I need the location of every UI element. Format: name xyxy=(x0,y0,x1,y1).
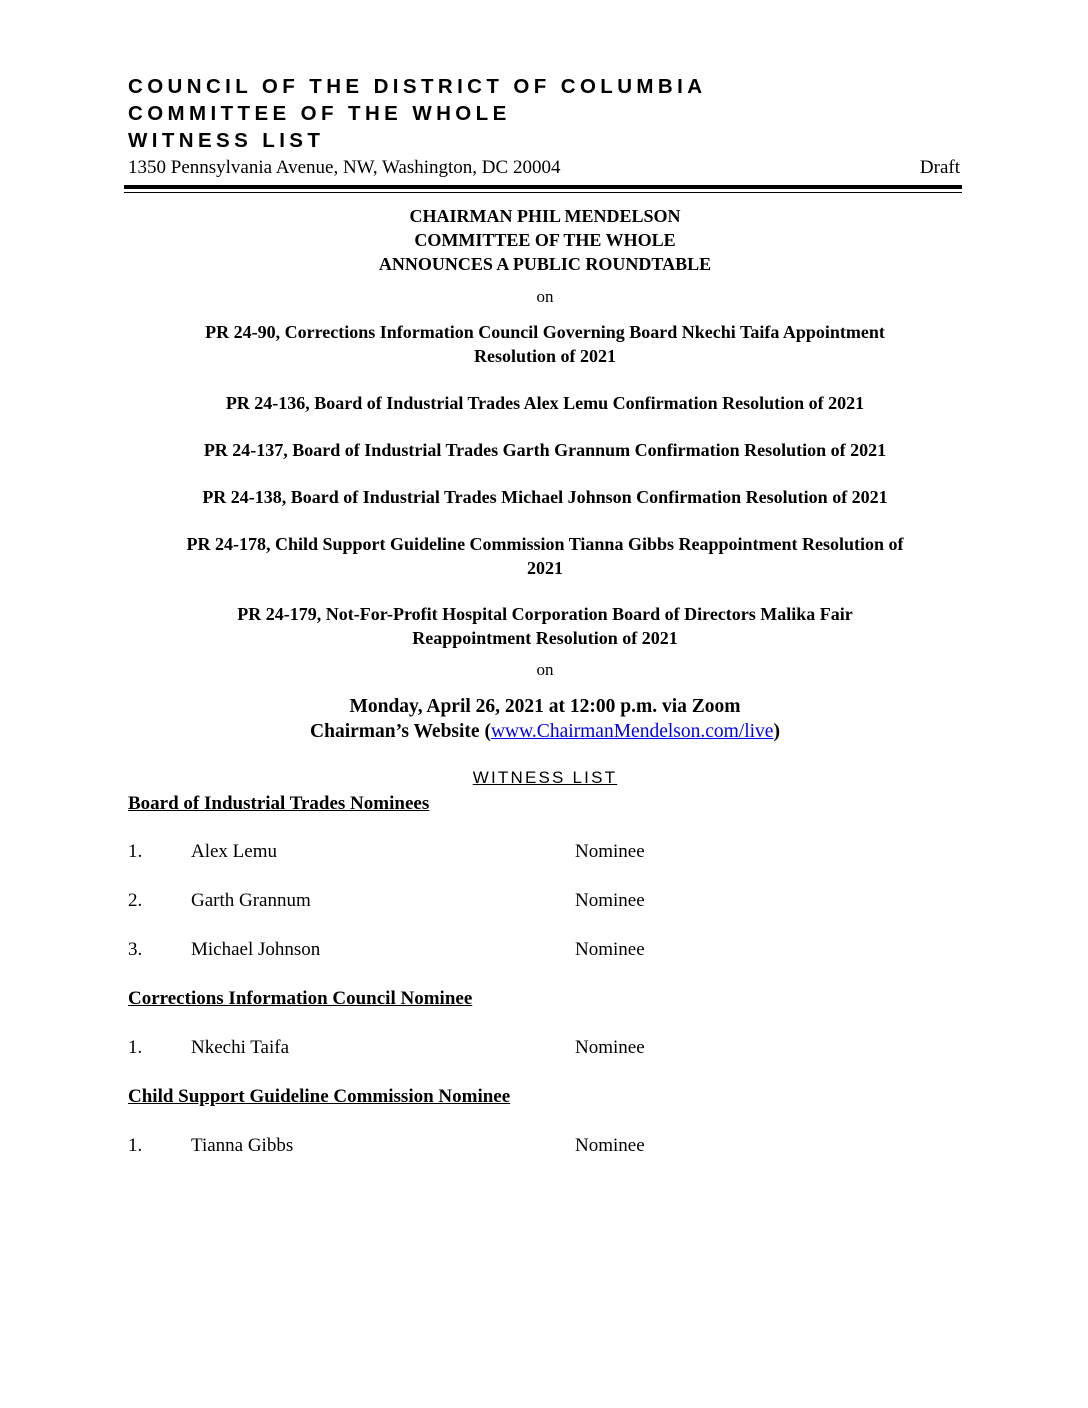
witness-role: Nominee xyxy=(575,1135,645,1156)
witness-role: Nominee xyxy=(575,939,645,960)
resolution-line: PR 24-179, Not-For-Profit Hospital Corporation Board of Directors Malika Fair xyxy=(237,604,853,624)
website-prefix: Chairman’s Website ( xyxy=(310,721,491,742)
letterhead-committee: COMMITTEE OF THE WHOLE xyxy=(128,102,511,125)
section-title: Child Support Guideline Commission Nominee xyxy=(128,1086,511,1107)
witness-row xyxy=(128,841,828,867)
header-rule-thick xyxy=(124,185,962,189)
on-text: on xyxy=(536,287,554,306)
resolution-line: PR 24-137, Board of Industrial Trades Garth Grannum Confirmation Resolution of 2021 xyxy=(203,440,887,460)
witness-number: 3. xyxy=(128,939,143,960)
resolution-line: 2021 xyxy=(527,558,563,578)
witness-role: Nominee xyxy=(575,1037,645,1058)
website-line xyxy=(128,719,962,744)
website-link[interactable]: www.ChairmanMendelson.com/live xyxy=(490,721,774,742)
witness-name: Garth Grannum xyxy=(191,890,311,911)
witness-name: Nkechi Taifa xyxy=(191,1037,290,1058)
resolution-line: Resolution of 2021 xyxy=(473,346,616,366)
witness-role: Nominee xyxy=(575,841,645,862)
chairman-line: CHAIRMAN PHIL MENDELSON xyxy=(409,206,681,226)
meeting-info xyxy=(128,694,962,744)
witness-number: 1. xyxy=(128,1135,143,1156)
announces-line: ANNOUNCES A PUBLIC ROUNDTABLE xyxy=(378,254,712,274)
witness-role: Nominee xyxy=(575,890,645,911)
witness-list-heading: WITNESS LIST xyxy=(472,768,618,787)
witness-row xyxy=(128,890,828,916)
resolution-line: PR 24-136, Board of Industrial Trades Alex Lemu Confirmation Resolution of 2021 xyxy=(225,393,865,413)
witness-name: Alex Lemu xyxy=(191,841,278,862)
witness-number: 2. xyxy=(128,890,143,911)
resolution-line: PR 24-90, Corrections Information Council Governing Board Nkechi Taifa Appointment xyxy=(205,322,885,342)
meeting-datetime: Monday, April 26, 2021 at 12:00 p.m. via Zoom xyxy=(349,696,741,717)
resolution-line: Reappointment Resolution of 2021 xyxy=(412,628,678,648)
witness-row xyxy=(128,1135,828,1161)
witness-number: 1. xyxy=(128,1037,143,1058)
resolution-line: PR 24-138, Board of Industrial Trades Michael Johnson Confirmation Resolution of 2021 xyxy=(202,487,888,507)
document-page xyxy=(128,0,962,1408)
witness-name: Michael Johnson xyxy=(191,939,321,960)
resolution-item xyxy=(128,438,962,462)
header-rule-thin xyxy=(124,192,962,193)
resolution-item xyxy=(128,602,962,650)
committee-line: COMMITTEE OF THE WHOLE xyxy=(414,230,676,250)
resolution-line: PR 24-178, Child Support Guideline Commission Tianna Gibbs Reappointment Resolution of xyxy=(186,534,904,554)
witness-name: Tianna Gibbs xyxy=(191,1135,294,1156)
announcement-header xyxy=(128,204,962,276)
website-suffix: ) xyxy=(773,721,780,742)
section-title: Corrections Information Council Nominee xyxy=(128,988,473,1009)
resolution-item xyxy=(128,485,962,509)
on-text: on xyxy=(536,660,554,679)
letterhead-witness-list: WITNESS LIST xyxy=(128,129,325,152)
resolution-item xyxy=(128,391,962,415)
resolution-item xyxy=(128,532,962,580)
witness-row xyxy=(128,939,828,965)
resolution-item xyxy=(128,320,962,368)
section-title: Board of Industrial Trades Nominees xyxy=(128,793,430,814)
draft-status: Draft xyxy=(919,157,960,178)
address-row xyxy=(128,157,960,179)
letterhead-council: COUNCIL OF THE DISTRICT OF COLUMBIA xyxy=(128,75,707,98)
witness-row xyxy=(128,1037,828,1063)
address: 1350 Pennsylvania Avenue, NW, Washington, DC 20004 xyxy=(128,157,561,178)
witness-number: 1. xyxy=(128,841,143,862)
